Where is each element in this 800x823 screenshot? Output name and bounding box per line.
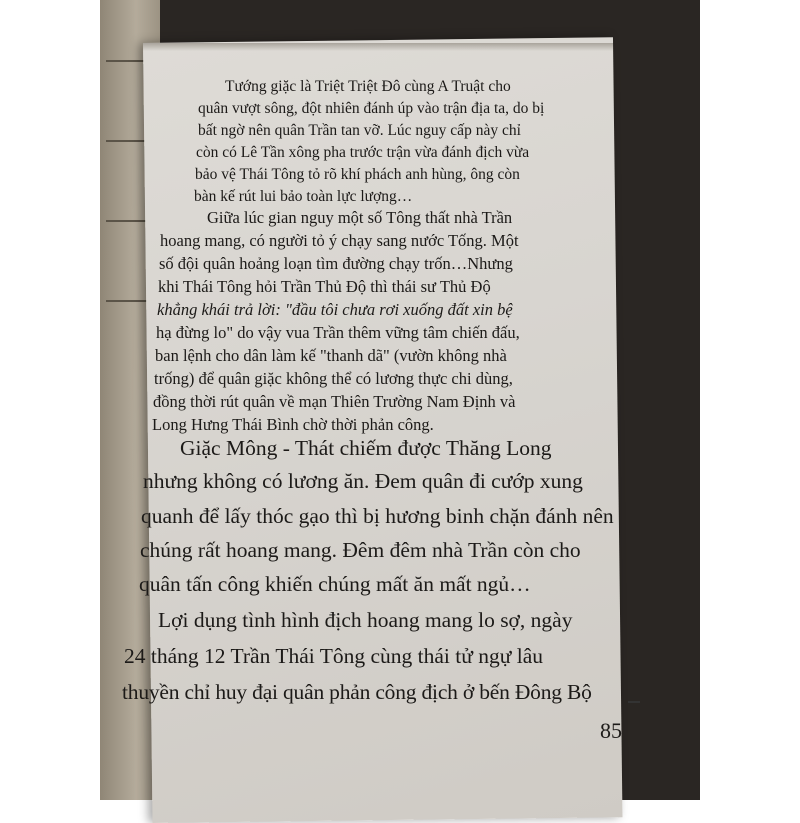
text-line: 24 tháng 12 Trần Thái Tông cùng thái tử ngự lâu <box>124 644 544 668</box>
text-line: bảo vệ Thái Tông tỏ rõ khí phách anh hùng, ông còn <box>195 166 520 183</box>
text-line: Tướng giặc là Triệt Triệt Đô cùng A Truật cho <box>225 78 511 95</box>
text-line: Giữa lúc gian nguy một số Tông thất nhà Trần <box>207 208 513 227</box>
text-line: số đội quân hoảng loạn tìm đường chạy trốn…Nhưng <box>159 254 513 273</box>
text-line: chúng rất hoang mang. Đêm đêm nhà Trần còn cho <box>140 538 581 562</box>
text-line: trống) để quân giặc không thể có lương thực chi dùng, <box>154 369 513 388</box>
text-line: khẳng khái trả lời: "đầu tôi chưa rơi xuống đất xin bệ <box>157 300 513 319</box>
text-line: hoang mang, có người tỏ ý chạy sang nước Tống. Một <box>160 231 519 250</box>
text-line: khi Thái Tông hỏi Trần Thủ Độ thì thái sư Thủ Độ <box>158 277 491 296</box>
text-line: hạ đừng lo" do vậy vua Trần thêm vững tâm chiến đấu, <box>156 323 520 342</box>
text-line: bất ngờ nên quân Trần tan vỡ. Lúc nguy cấp này chỉ <box>198 122 521 139</box>
text-line: đồng thời rút quân về mạn Thiên Trường Nam Định và <box>153 392 516 411</box>
text-line: Long Hưng Thái Bình chờ thời phản công. <box>152 415 434 434</box>
text-line: quân vượt sông, đột nhiên đánh úp vào trận địa ta, do bị <box>198 100 545 117</box>
text-line: bàn kế rút lui bảo toàn lực lượng… <box>194 188 413 205</box>
text-line: nhưng không có lương ăn. Đem quân đi cướp xung <box>143 469 583 493</box>
text-line: Giặc Mông - Thát chiếm được Thăng Long <box>180 436 552 460</box>
text-line: quân tấn công khiến chúng mất ăn mất ngủ… <box>139 572 531 596</box>
text-line: còn có Lê Tần xông pha trước trận vừa đánh địch vừa <box>196 144 530 161</box>
text-line: ban lệnh cho dân làm kế "thanh dã" (vườn không nhà <box>155 346 507 365</box>
page-number: 85 <box>600 718 622 743</box>
line-fragment <box>628 701 640 703</box>
page-top-shadow <box>143 43 613 51</box>
text-line: quanh để lấy thóc gạo thì bị hương binh chặn đánh nên <box>141 504 614 528</box>
text-line: Lợi dụng tình hình địch hoang mang lo sợ, ngày <box>158 608 573 632</box>
text-line: thuyền chỉ huy đại quân phản công địch ở bến Đông Bộ <box>122 680 592 704</box>
